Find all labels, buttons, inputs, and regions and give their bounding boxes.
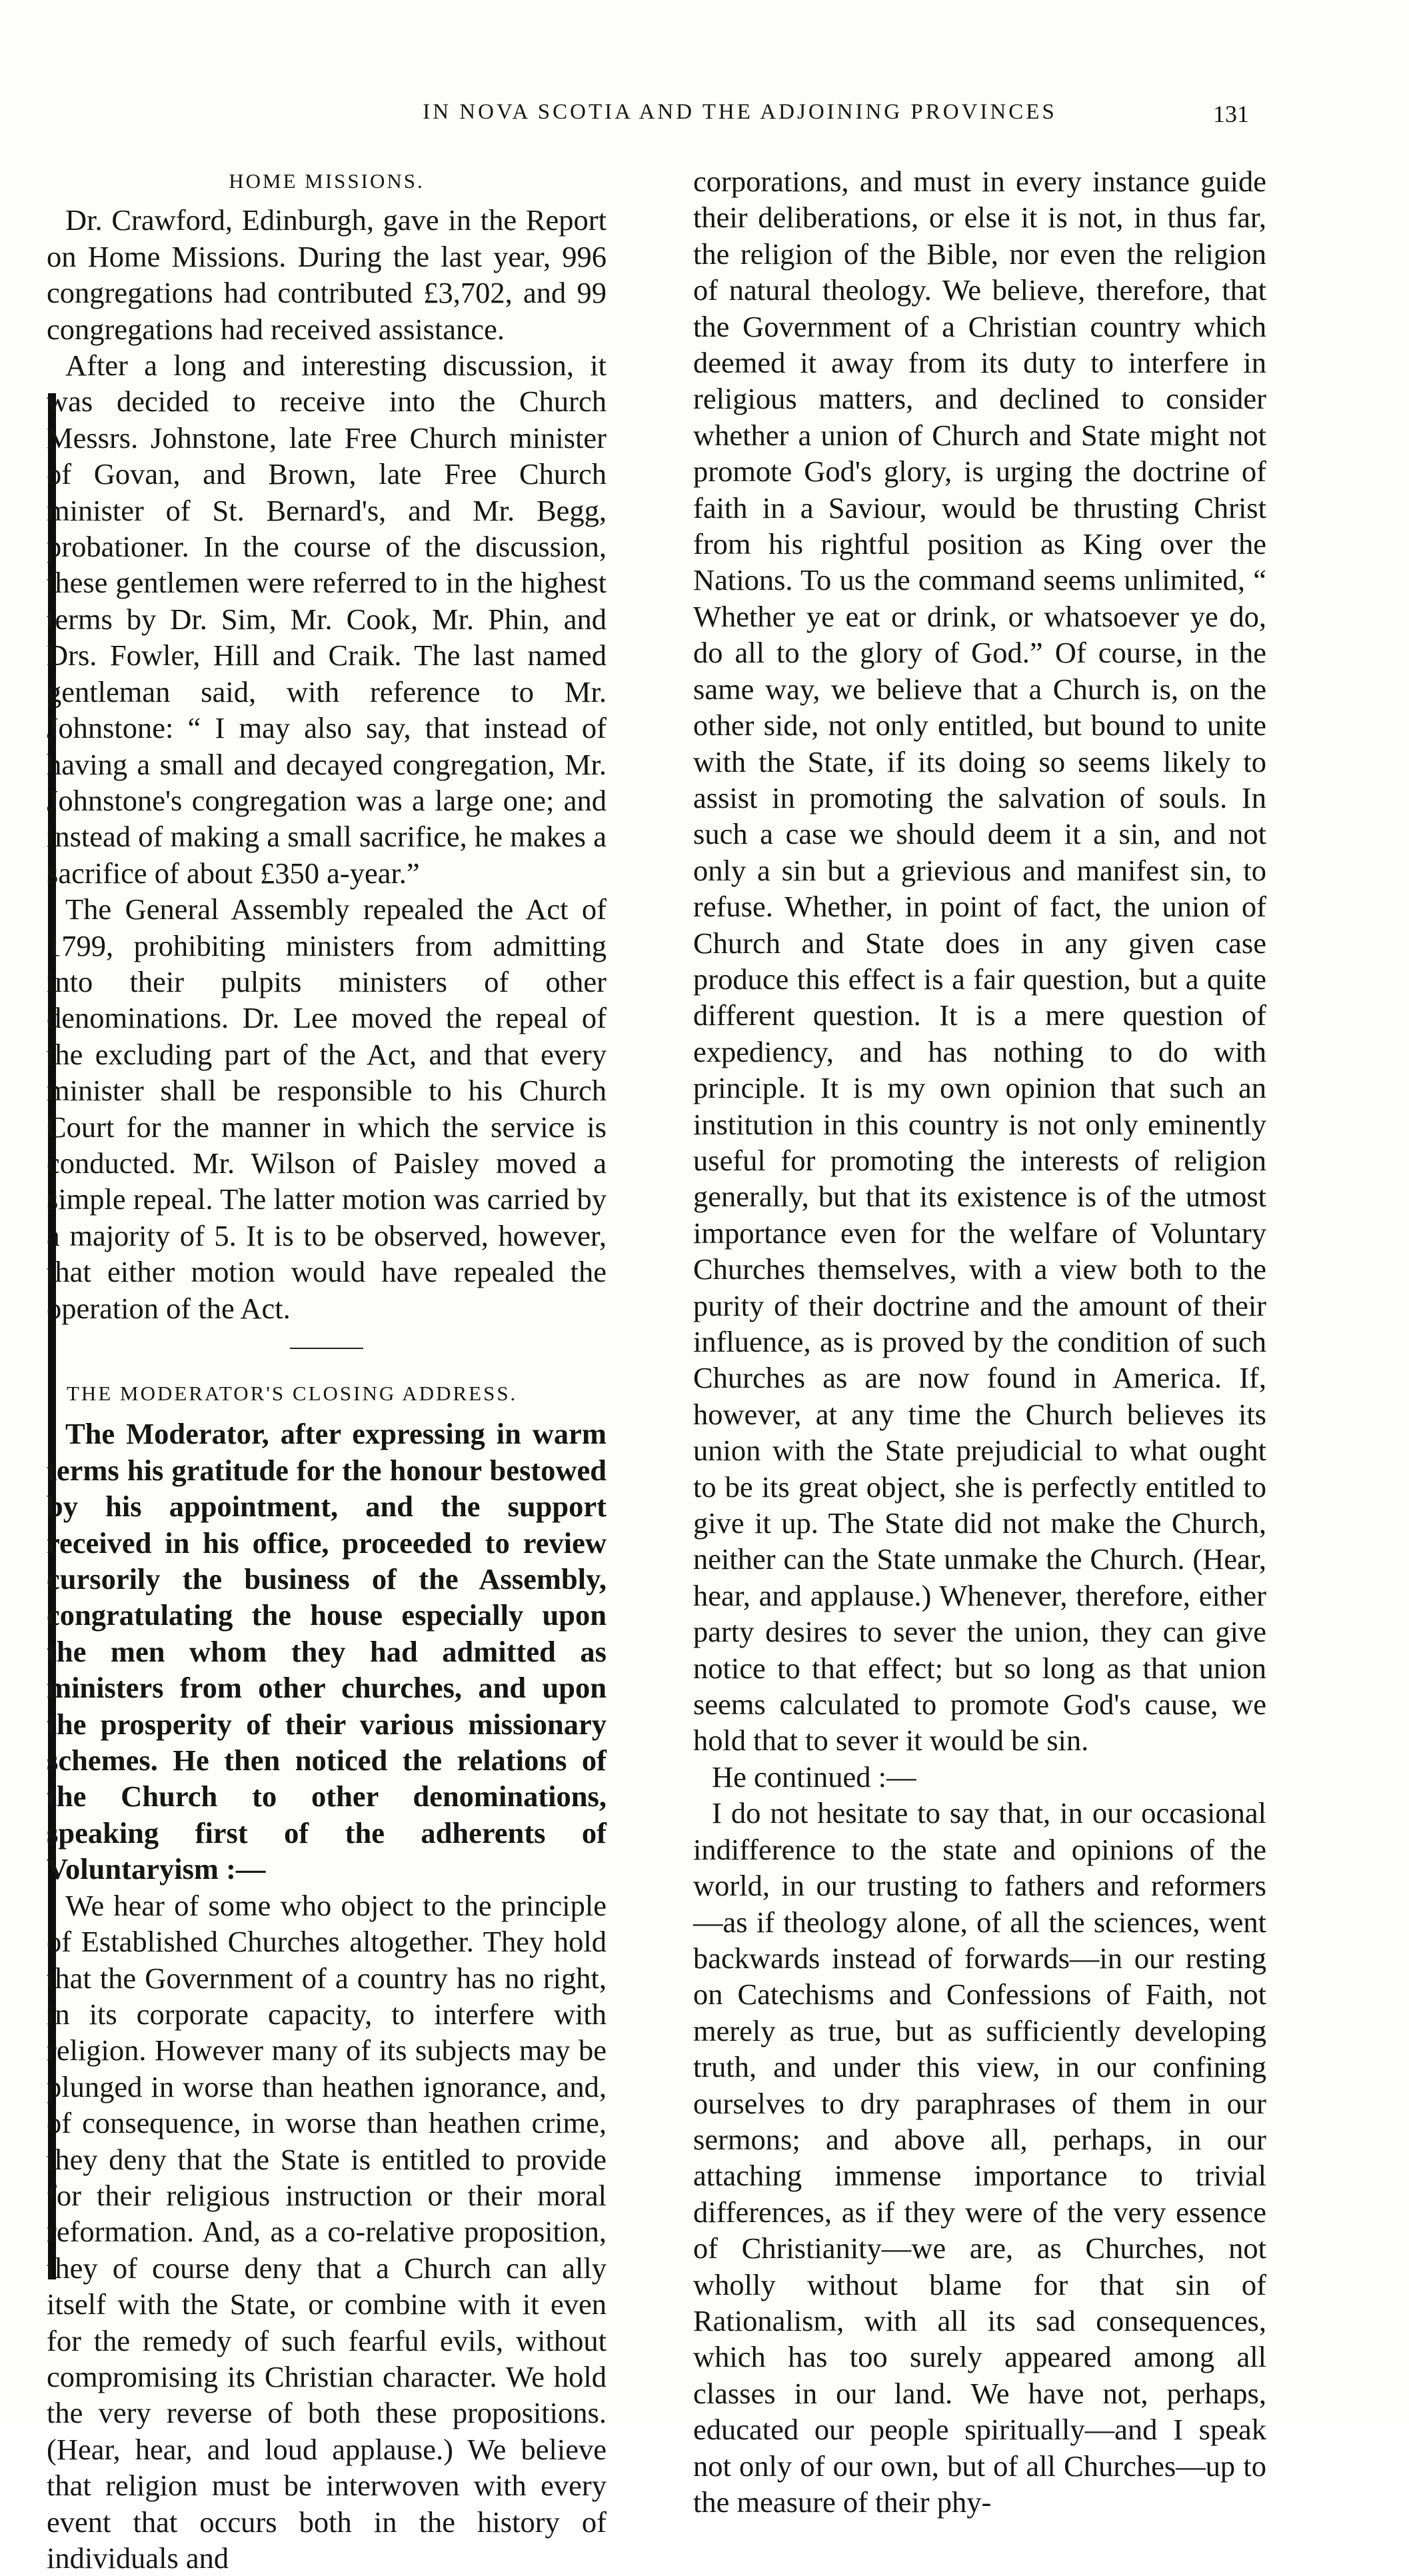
- section-heading-home-missions: HOME MISSIONS.: [229, 169, 425, 193]
- right-column: [693, 163, 1266, 2519]
- paragraph-home-missions-report: Dr. Crawford, Edinburgh, gave in the Report on Home Missions. During the last year, 996 congregations had contributed £3,702, and 99 congregations had received assistance.: [47, 203, 607, 346]
- paragraph-established-churches: We hear of some who object to the principle of Established Churches altogether. They hold that the Government of a country has no right, in its corporate capacity, to interfere with religion. However many of its subjects may be plunged in worse than heathen ignorance, and, of consequence, in worse than heathen crime, they deny that the State is entitled to provide for their religious instruction or their moral reformation. And, as a co-relative proposition, they of course deny that a Church can ally itself with the State, or combine with it even for the remedy of such fearful evils, without compromising its Christian character. We hold the very reverse of both these propositions. (Hear, hear, and loud applause.) We believe that religion must be interwoven with every event that occurs both in the history of individuals and: [47, 1888, 607, 2575]
- paragraph-act-repeal: The General Assembly repealed the Act of 1799, prohibiting ministers from admitting into their pulpits ministers of other denominations. Dr. Lee moved the repeal of the excluding part of the Act, and that every minister shall be responsible to his Church Court for the manner in which the service is conducted. Mr. Wilson of Paisley moved a simple repeal. The latter motion was carried by a majority of 5. It is to be observed, however, that either motion would have repealed the operation of the Act.: [47, 892, 607, 1325]
- section-divider: [290, 1348, 363, 1349]
- paragraph-moderator-intro: The Moderator, after expressing in warm terms his gratitude for the honour bestowed by his appointment, and the support received in his office, proceeded to review cursorily the business of the Assembly, congratulating the house especially upon the men whom they had admitted as ministers from other churches, and upon the prosperity of their various missionary schemes. He then noticed the relations of the Church to other denominations, speaking first of the adherents of Voluntaryism :—: [47, 1417, 607, 1886]
- section-heading-moderator-address: THE MODERATOR'S CLOSING ADDRESS.: [67, 1382, 518, 1405]
- paragraph-rationalism: I do not hesitate to say that, in our occasional indifference to the state and opinions of the world, in our trusting to fathers and reformers—as if theology alone, of all the sciences, went backwards instead of forwards—in our resting on Catechisms and Confessions of Faith, not merely as true, but as sufficiently developing truth, and under this view, in our confining ourselves to dry paraphrases of them in our sermons; and above all, perhaps, in our attaching immense importance to trivial differences, as if they were of the very essence of Christianity—we are, as Churches, not wholly without blame for that sin of Rationalism, with all its sad consequences, which has too surely appeared among all classes in our land. We have not, perhaps, educated our people spiritually—and I speak not only of our own, but of all Churches—up to the measure of their phy-: [693, 1796, 1266, 2519]
- running-header: IN NOVA SCOTIA AND THE ADJOINING PROVINCES: [423, 100, 1057, 124]
- paragraph-new-ministers: After a long and interesting discussion, it was decided to receive into the Church Messrs. Johnstone, late Free Church minister of Govan, and Brown, late Free Church minister of St. Bernard's, and Mr. Begg, probationer. In the course of the discussion, these gentlemen were referred to in the highest terms by Dr. Sim, Mr. Cook, Mr. Phin, and Drs. Fowler, Hill and Craik. The last named gentleman said, with reference to Mr. Johnstone: “ I may also say, that instead of having a small and decayed congregation, Mr. Johnstone's congregation was a large one; and instead of making a small sacrifice, he makes a sacrifice of about £350 a-year.”: [47, 349, 607, 890]
- paragraph-church-and-state: corporations, and must in every instance guide their deliberations, or else it is not, in thus far, the religion of the Bible, nor even the religion of natural theology. We believe, therefore, that the Government of a Christian country which deemed it away from its duty to interfere in religious matters, and declined to consider whether a union of Church and State might not promote God's glory, is urging the doctrine of faith in a Saviour, would be thrusting Christ from his rightful position as King over the Nations. To us the command seems unlimited, “ Whether ye eat or drink, or whatsoever ye do, do all to the glory of God.” Of course, in the same way, we believe that a Church is, on the other side, not only entitled, but bound to unite with the State, if its doing so seems likely to assist in promoting the salvation of souls. In such a case we should deem it a sin, and not only a sin but a grievious and manifest sin, to refuse. Whether, in point of fact, the union of Church and State does in any given case produce this effect is a fair question, but a quite different question. It is a mere question of expediency, and has nothing to do with principle. It is my own opinion that such an institution in this country is not only eminently useful for promoting the interests of religion generally, but that its existence is of the utmost importance even for the welfare of Voluntary Churches themselves, with a view both to the purity of their doctrine and the amount of their influence, as is proved by the condition of such Churches as are now found in America. If, however, at any time the Church believes its union with the State prejudicial to what ought to be its great object, she is perfectly entitled to give it up. The State did not make the Church, neither can the State unmake the Church. (Hear, hear, and applause.) Whenever, therefore, either party desires to sever the union, they can give notice to that effect; but so long as that union seems calculated to promote God's cause, we hold that to sever it would be sin.: [693, 165, 1266, 1758]
- paragraph-he-continued: He continued :—: [712, 1760, 916, 1794]
- left-column: [47, 163, 607, 2575]
- page-number: 131: [1213, 101, 1249, 127]
